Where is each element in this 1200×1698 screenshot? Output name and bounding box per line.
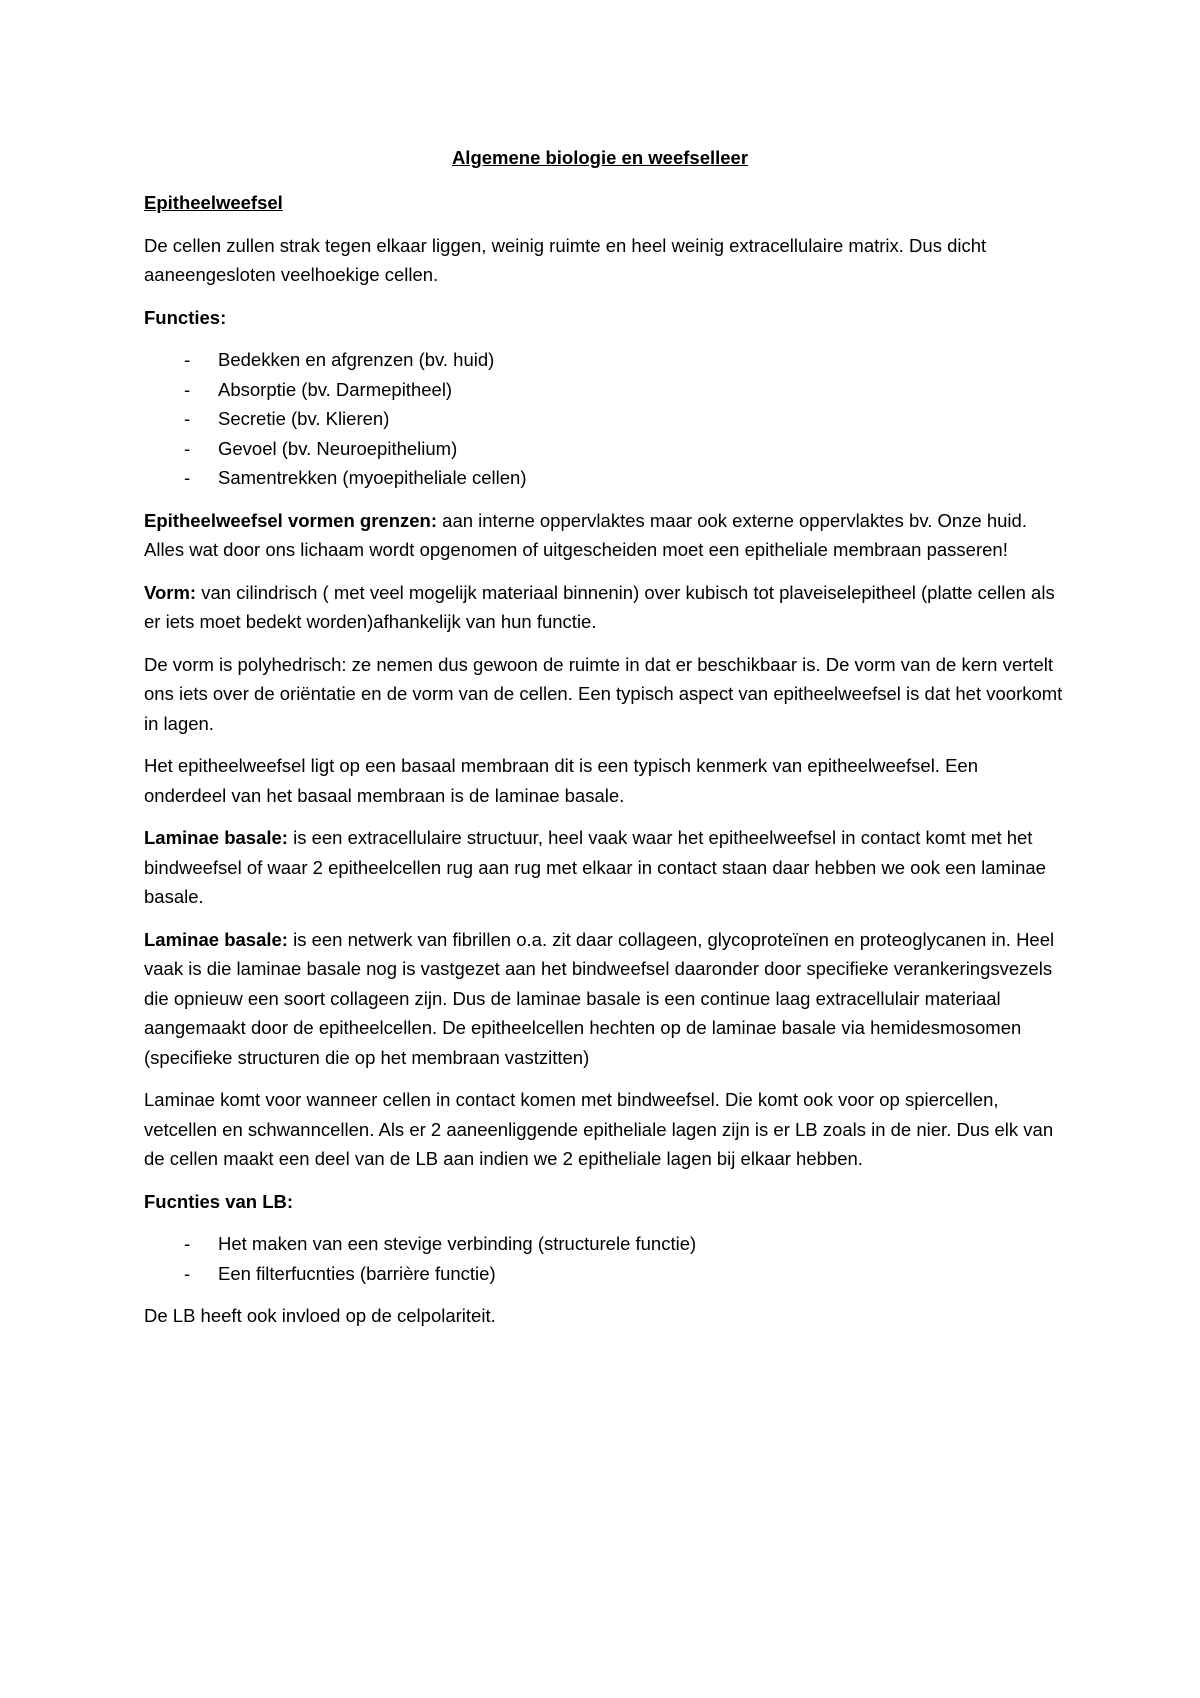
basaal-paragraph: Het epitheelweefsel ligt op een basaal membraan dit is een typisch kenmerk van epitheelweefsel. Een onderdeel van het basaal membraan is de laminae basale.	[144, 755, 979, 806]
list-item: - Secretie (bv. Klieren)	[144, 404, 1064, 434]
laminae1-paragraph	[144, 823, 1064, 912]
vorm-label: Vorm:	[144, 581, 197, 603]
list-item: - Samentrekken (myoepitheliale cellen)	[144, 463, 1064, 493]
functies-list	[144, 345, 1064, 493]
document-body	[144, 188, 1064, 1344]
lb-functies-list	[144, 1229, 1064, 1288]
grenzen-paragraph	[144, 506, 1064, 565]
grenzen-label: Epitheelweefsel vormen grenzen:	[144, 509, 438, 531]
laminae2-text: is een netwerk van fibrillen o.a. zit daar collageen, glycoproteïnen en proteoglycanen in. Heel vaak is die laminae basale nog is vastgezet aan het bindweefsel daaronder door specifieke verankeringsvezels die opnieuw een soort collageen zijn. Dus de laminae basale is een continue laag extracellulair materiaal aangemaakt door de epitheelcellen. De epitheelcellen hechten op de laminae basale via hemidesmosomen (specifieke structuren die op het membraan vastzitten)	[144, 928, 1055, 1068]
laminae2-label: Laminae basale:	[144, 928, 288, 950]
polyhedrisch-paragraph: De vorm is polyhedrisch: ze nemen dus gewoon de ruimte in dat er beschikbaar is. De vorm van de kern vertelt ons iets over de oriëntatie en de vorm van de cellen. Een typisch aspect van epitheelweefsel is dat het voorkomt in lagen.	[144, 653, 1063, 734]
list-item: - Absorptie (bv. Darmepitheel)	[144, 375, 1064, 405]
intro-paragraph: De cellen zullen strak tegen elkaar liggen, weinig ruimte en heel weinig extracellulaire matrix. Dus dicht aaneengesloten veelhoekige cellen.	[144, 234, 987, 285]
laminae2-paragraph	[144, 925, 1064, 1073]
list-item: - Bedekken en afgrenzen (bv. huid)	[144, 345, 1064, 375]
laminae1-label: Laminae basale:	[144, 827, 288, 848]
list-item: - Het maken van een stevige verbinding (structurele functie)	[144, 1229, 1064, 1259]
grenzen-text: aan interne oppervlaktes maar ook externe oppervlaktes bv. Onze huid. Alles wat door ons lichaam wordt opgenomen of uitgescheiden moet een epitheliale membraan passeren!	[144, 509, 1027, 560]
list-item: - Gevoel (bv. Neuroepithelium)	[144, 434, 1064, 464]
laminae-voorkomen-paragraph: Laminae komt voor wanneer cellen in contact komen met bindweefsel. Die komt ook voor op spiercellen, vetcellen en schwanncellen. Als er 2 aaneenliggende epitheliale lagen zijn is er LB zoals in de nier. Dus elk van de cellen maakt een deel van de LB aan indien we 2 epitheliale lagen bij elkaar hebben.	[144, 1089, 1054, 1169]
vorm-text: van cilindrisch ( met veel mogelijk materiaal binnenin) over kubisch tot plaveiselepitheel (platte cellen als er iets moet bedekt worden)afhankelijk van hun functie.	[144, 581, 1055, 632]
laminae1-text: is een extracellulaire structuur, heel vaak waar het epitheelweefsel in contact komt met het bindweefsel of waar 2 epitheelcellen rug aan rug met elkaar in contact staan daar hebben we ook een laminae basale.	[144, 827, 1046, 907]
functies-label: Functies:	[144, 306, 227, 328]
celpolariteit-paragraph: De LB heeft ook invloed op de celpolariteit.	[144, 1305, 496, 1326]
lb-functies-label: Fucnties van LB:	[144, 1190, 294, 1212]
vorm-paragraph	[144, 578, 1064, 637]
document-title: Algemene biologie en weefselleer	[451, 147, 749, 168]
list-item: - Een filterfucnties (barrière functie)	[144, 1259, 1064, 1289]
section-heading: Epitheelweefsel	[144, 192, 283, 213]
